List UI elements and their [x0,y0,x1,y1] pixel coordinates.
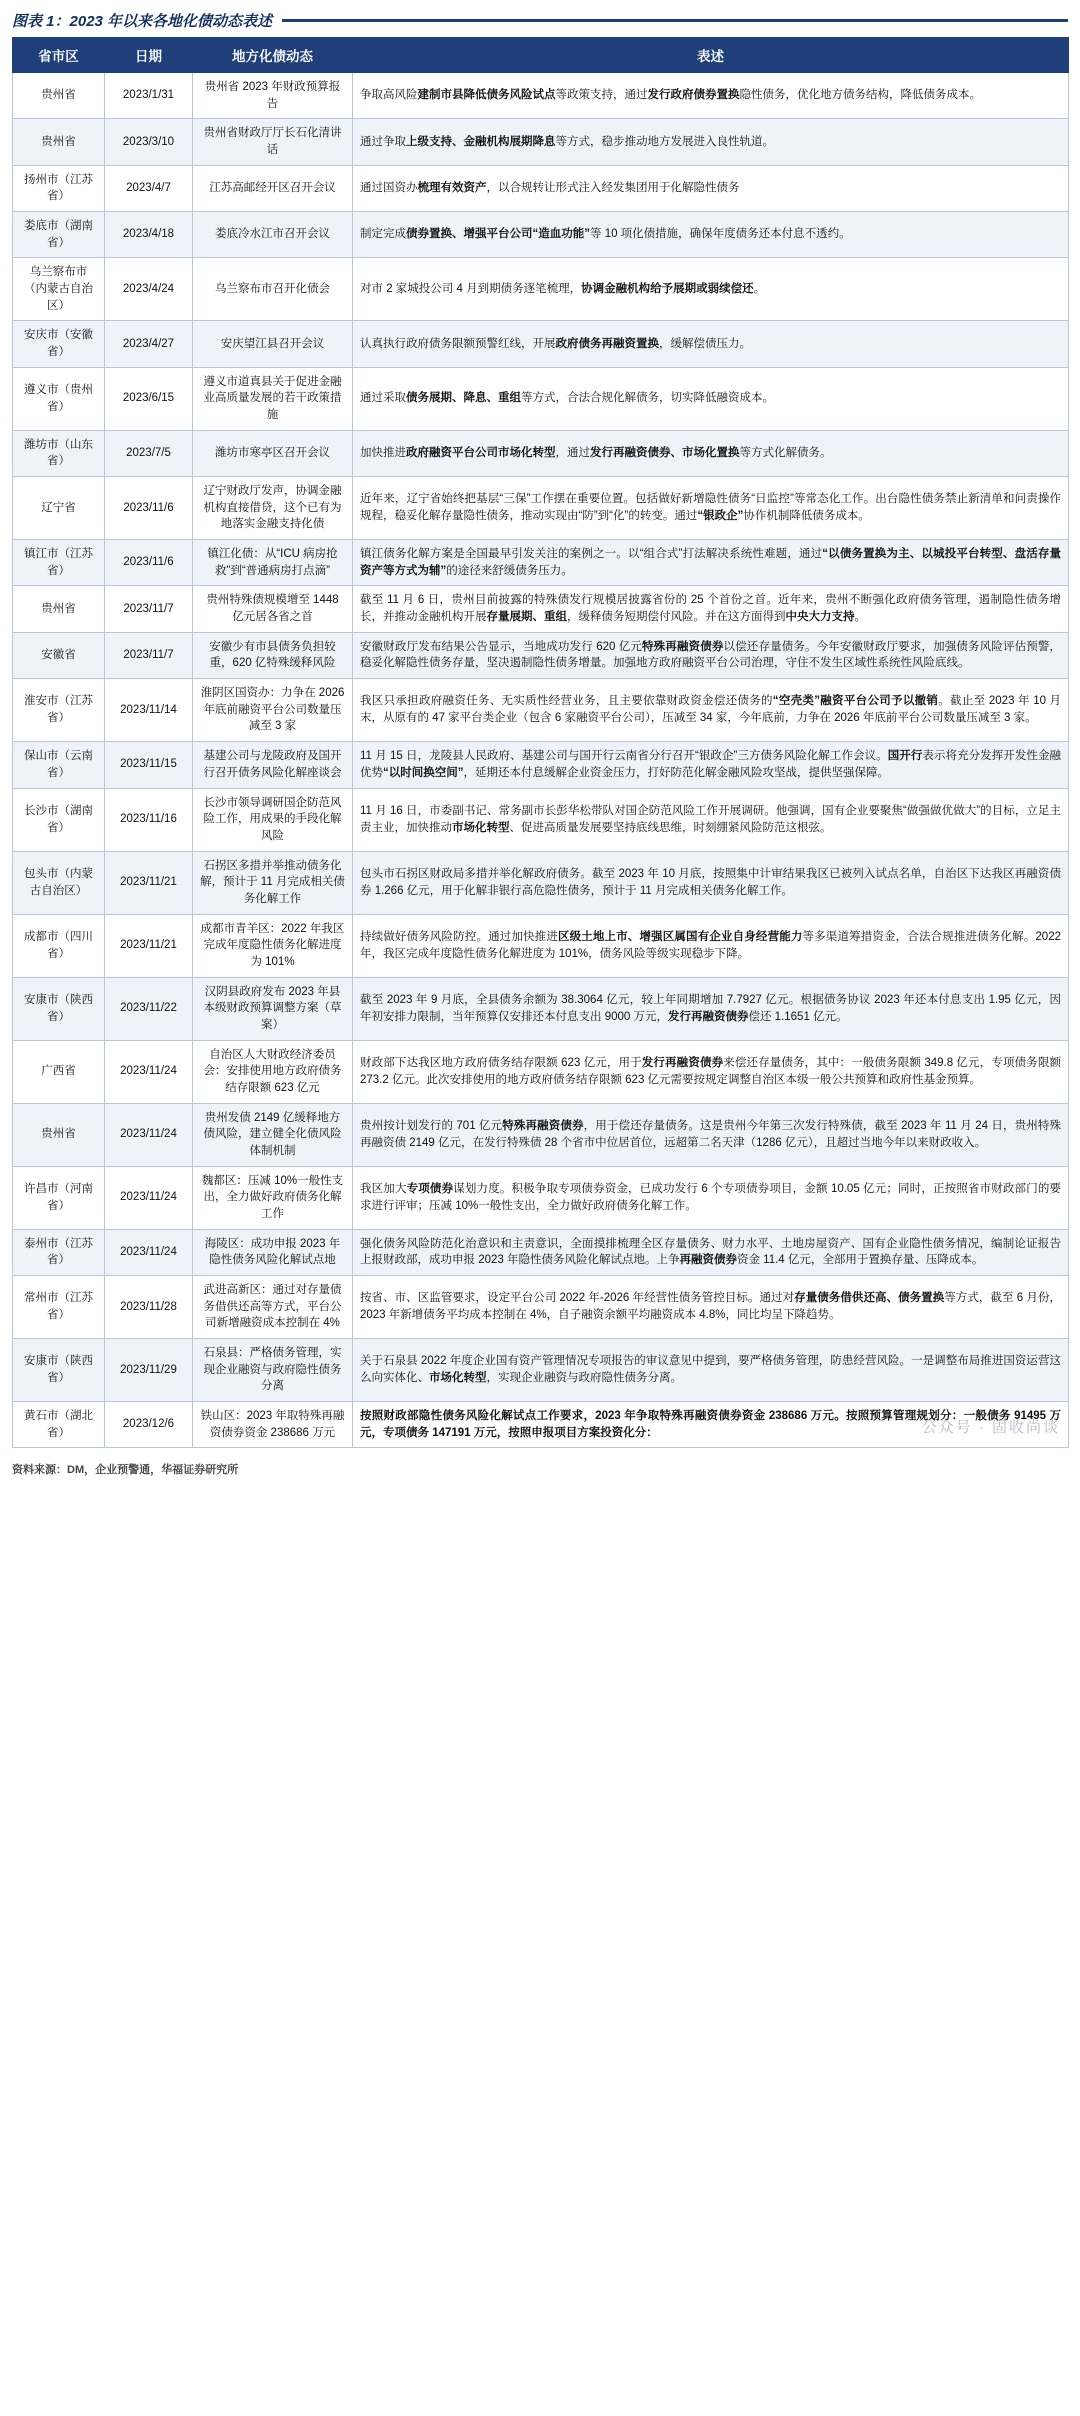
cell-province: 黄石市（湖北省） [13,1401,105,1447]
table-row [13,788,1069,851]
cell-province: 泰州市（江苏省） [13,1229,105,1275]
cell-province: 贵州省 [13,1103,105,1166]
source-text: 资料来源：DM，企业预警通，华福证券研究所 [12,1464,239,1477]
cell-province: 潍坊市（山东省） [13,430,105,476]
cell-date: 2023/11/24 [105,1229,193,1275]
cell-description: 通过采取债务展期、降息、重组等方式，合法合规化解债务，切实降低融资成本。 [353,367,1069,430]
cell-description: 我区加大专项债券谋划力度。积极争取专项债券资金，已成功发行 6 个专项债券项目，金额 10.05 亿元；同时，正按照省市财政部门的要求进行评审；压减 10%一般性支出，全力做好政府债务化解工作。 [353,1166,1069,1229]
cell-province: 镇江市（江苏省） [13,540,105,586]
cell-event: 江苏高邮经开区召开会议 [193,165,353,211]
cell-date: 2023/11/28 [105,1275,193,1338]
cell-province: 安庆市（安徽省） [13,321,105,367]
cell-event: 辽宁财政厅发声，协调金融机构直接借贷，这个已有为地落实金融支持化债 [193,477,353,540]
cell-date: 2023/11/22 [105,977,193,1040]
cell-province: 保山市（云南省） [13,742,105,788]
cell-date: 2023/4/7 [105,165,193,211]
cell-description: 认真执行政府债务限额预警红线，开展政府债务再融资置换，缓解偿债压力。 [353,321,1069,367]
cell-province: 安康市（陕西省） [13,977,105,1040]
figure-title [12,10,1068,31]
cell-event: 淮阴区国资办：力争在 2026 年底前融资平台公司数量压减至 3 家 [193,679,353,742]
header-province: 省市区 [13,38,105,73]
cell-province: 淮安市（江苏省） [13,679,105,742]
cell-province: 长沙市（湖南省） [13,788,105,851]
cell-province: 遵义市（贵州省） [13,367,105,430]
cell-event: 遵义市道真县关于促进金融业高质量发展的若干政策措施 [193,367,353,430]
cell-event: 石泉县：严格债务管理，实现企业融资与政府隐性债务分离 [193,1338,353,1401]
cell-date: 2023/11/24 [105,1040,193,1103]
cell-description: 对市 2 家城投公司 4 月到期债务逐笔梳理，协调金融机构给予展期或弱续偿还。 [353,258,1069,321]
cell-date: 2023/3/10 [105,119,193,165]
cell-description: 安徽财政厅发布结果公告显示，当地成功发行 620 亿元特殊再融资债券以偿还存量债务。今年安徽财政厅要求，加强债务风险评估预警，稳妥化解隐性债务存量，坚决遏制隐性债务增量。加强地方政府融资平台公司治理，守住不发生区域性系统性风险底线。 [353,632,1069,678]
cell-description: 通过争取上级支持、金融机构展期降息等方式，稳步推动地方发展进入良性轨道。 [353,119,1069,165]
table-row [13,977,1069,1040]
cell-date: 2023/4/24 [105,258,193,321]
cell-date: 2023/6/15 [105,367,193,430]
cell-province: 安康市（陕西省） [13,1338,105,1401]
header-description: 表述 [353,38,1069,73]
cell-description: 通过国资办梳理有效资产，以合规转让形式注入经发集团用于化解隐性债务 [353,165,1069,211]
cell-description: 11 月 15 日，龙陵县人民政府、基建公司与国开行云南省分行召开“银政企”三方债务风险化解工作会议。国开行表示将充分发挥开发性金融优势“以时间换空间”，延期还本付息缓解企业资金压力，打好防范化解金融风险攻坚战，提供坚强保障。 [353,742,1069,788]
cell-event: 贵州发债 2149 亿缓释地方债风险，建立健全化债风险体制机制 [193,1103,353,1166]
cell-event: 自治区人大财政经济委员会：安排使用地方政府债务结存限额 623 亿元 [193,1040,353,1103]
cell-province: 贵州省 [13,119,105,165]
cell-date: 2023/4/18 [105,212,193,258]
table-row [13,367,1069,430]
cell-province: 辽宁省 [13,477,105,540]
table-row [13,73,1069,119]
cell-event: 成都市青羊区：2022 年我区完成年度隐性债务化解进度为 101% [193,914,353,977]
table-row [13,540,1069,586]
table-row [13,430,1069,476]
cell-event: 汉阴县政府发布 2023 年县本级财政预算调整方案（草案） [193,977,353,1040]
figure-title-text: 图表 1：2023 年以来各地化债动态表述 [12,13,273,30]
cell-date: 2023/7/5 [105,430,193,476]
cell-description: 按省、市、区监管要求，设定平台公司 2022 年-2026 年经营性债务管控目标。通过对存量债务借供还高、债务置换等方式，截至 6 月份，2023 年新增债务平均成本控制在 4%，自子融资余额平均融资成本 4.8%，同比均呈下降趋势。 [353,1275,1069,1338]
cell-province: 扬州市（江苏省） [13,165,105,211]
cell-province: 成都市（四川省） [13,914,105,977]
cell-event: 魏都区：压减 10%一般性支出，全力做好政府债务化解工作 [193,1166,353,1229]
cell-event: 潍坊市寒亭区召开会议 [193,430,353,476]
cell-date: 2023/4/27 [105,321,193,367]
cell-description: 强化债务风险防范化治意识和主责意识，全面摸排梳理全区存量债务、财力水平、土地房屋资产、国有企业隐性债务情况，编制论证报告上报财政部，成功申报 2023 年隐性债务风险化解试点地。上争再融资债券资金 11.4 亿元，全部用于置换存量、压降成本。 [353,1229,1069,1275]
cell-date: 2023/11/24 [105,1103,193,1166]
table-row [13,1275,1069,1338]
cell-event: 娄底冷水江市召开会议 [193,212,353,258]
cell-province: 贵州省 [13,73,105,119]
table-row [13,212,1069,258]
cell-date: 2023/11/21 [105,914,193,977]
figure-page [0,10,1080,1477]
cell-event: 乌兰察布市召开化债会 [193,258,353,321]
cell-event: 铁山区：2023 年取特殊再融资债券资金 238686 万元 [193,1401,353,1447]
table-body [13,73,1069,1448]
table-row [13,321,1069,367]
watermark: 公众号 · 固收尚谈 [921,1419,1060,1437]
table-row [13,586,1069,632]
table-row [13,258,1069,321]
cell-description: 按照财政部隐性债务风险化解试点工作要求，2023 年争取特殊再融资债券资金 238686 万元。按照预算管理规划分：一般债务 91495 万元，专项债务 147191 万元，按照申报项目方案投资化分： [353,1401,1069,1447]
cell-date: 2023/11/24 [105,1166,193,1229]
cell-province: 包头市（内蒙古自治区） [13,851,105,914]
cell-date: 2023/12/6 [105,1401,193,1447]
cell-event: 武进高新区：通过对存量债务借供还高等方式，平台公司新增融资成本控制在 4% [193,1275,353,1338]
cell-province: 广西省 [13,1040,105,1103]
table-row [13,679,1069,742]
table-row [13,914,1069,977]
cell-description: 争取高风险建制市县降低债务风险试点等政策支持，通过发行政府债券置换隐性债务，优化地方债务结构，降低债务成本。 [353,73,1069,119]
cell-description: 近年来，辽宁省始终把基层“三保”工作摆在重要位置。包括做好新增隐性债务“日监控”等常态化工作。出台隐性债务禁止新清单和问责操作规程，稳妥化解存量隐性债务，推动实现由“防”到“化”的转变。通过“银政企”协作机制降低债务成本。 [353,477,1069,540]
cell-description: 截至 11 月 6 日，贵州目前披露的特殊债发行规模居披露省份的 25 个首份之首。近年来，贵州不断强化政府债务管理，遏制隐性债务增长，并推动金融机构开展存量展期、重组，缓释债务短期偿付风险。并在这方面得到中央大力支持。 [353,586,1069,632]
cell-date: 2023/11/16 [105,788,193,851]
header-event: 地方化债动态 [193,38,353,73]
cell-province: 常州市（江苏省） [13,1275,105,1338]
table-row [13,477,1069,540]
debt-resolution-table [12,37,1069,1448]
table-row [13,1040,1069,1103]
cell-description: 贵州按计划发行的 701 亿元特殊再融资债券，用于偿还存量债务。这是贵州今年第三次发行特殊债，截至 2023 年 11 月 24 日，贵州特殊再融资债 2149 亿元，在发行特殊债 28 个省市中位居首位，远超第二名天津（1286 亿元），且超过当地今年以来财政收入。 [353,1103,1069,1166]
title-rule [282,19,1068,22]
table-row [13,1229,1069,1275]
cell-event: 贵州省财政厅厅长石化清讲话 [193,119,353,165]
cell-description: 财政部下达我区地方政府债务结存限额 623 亿元，用于发行再融资债券来偿还存量债务，其中：一般债务限额 349.8 亿元，专项债务限额 273.2 亿元。此次安排使用的地方政府债务结存限额 623 亿元需要按规定调整自治区本级一般公共预算和政府性基金预算。 [353,1040,1069,1103]
cell-date: 2023/11/7 [105,632,193,678]
cell-date: 2023/11/29 [105,1338,193,1401]
table-row [13,1401,1069,1447]
cell-province: 贵州省 [13,586,105,632]
cell-date: 2023/11/15 [105,742,193,788]
table-row [13,119,1069,165]
cell-date: 2023/11/7 [105,586,193,632]
cell-date: 2023/11/14 [105,679,193,742]
cell-description: 我区只承担政府融资任务、无实质性经营业务，且主要依靠财政资金偿还债务的“空壳类”融资平台公司予以撤销。截止至 2023 年 10 月末，从原有的 47 家平台类企业（包含 6 家融资平台公司），压减至 34 家，今年底前，力争在 2026 年底前平台公司数量压减至 3 家。 [353,679,1069,742]
cell-event: 安徽少有市县债务负担较重，620 亿特殊缓释风险 [193,632,353,678]
cell-date: 2023/11/6 [105,477,193,540]
cell-description: 截至 2023 年 9 月底，全县债务余额为 38.3064 亿元，较上年同期增加 7.7927 亿元。根据债务协议 2023 年还本付息支出 1.95 亿元，因年初安排力限制，当年预算仅安排还本付息支出 9000 万元，发行再融资债券偿还 1.1651 亿元。 [353,977,1069,1040]
cell-date: 2023/1/31 [105,73,193,119]
cell-description: 11 月 16 日，市委副书记、常务副市长彭华松带队对国企防范风险工作开展调研。他强调，国有企业要聚焦“做强做优做大”的目标，立足主责主业，加快推动市场化转型、促进高质量发展要坚持底线思维，时刻绷紧风险防范这根弦。 [353,788,1069,851]
table-row [13,1338,1069,1401]
table-row [13,742,1069,788]
cell-province: 娄底市（湖南省） [13,212,105,258]
table-header-row [13,38,1069,73]
table-row [13,1166,1069,1229]
cell-description: 关于石泉县 2022 年度企业国有资产管理情况专项报告的审议意见中提到，要严格债务管理，防患经营风险。一是调整布局推进国资运营这么向实体化、市场化转型，实现企业融资与政府隐性债务分离。 [353,1338,1069,1401]
cell-province: 安徽省 [13,632,105,678]
cell-event: 长沙市领导调研国企防范风险工作，用成果的手段化解风险 [193,788,353,851]
cell-date: 2023/11/6 [105,540,193,586]
cell-province: 许昌市（河南省） [13,1166,105,1229]
cell-event: 镇江化债：从“ICU 病房抢救”到“普通病房打点滴” [193,540,353,586]
cell-description: 制定完成债券置换、增强平台公司“造血功能”等 10 项化债措施，确保年度债务还本付息不透约。 [353,212,1069,258]
table-row [13,165,1069,211]
cell-date: 2023/11/21 [105,851,193,914]
cell-event: 安庆望江县召开会议 [193,321,353,367]
table-row [13,851,1069,914]
cell-description: 持续做好债务风险防控。通过加快推进区级土地上市、增强区属国有企业自身经营能力等多渠道筹措资金，合法合规推进债务化解。2022 年，我区完成年度隐性债务化解进度为 101%，债务风险等级实现稳步下降。 [353,914,1069,977]
cell-event: 海陵区：成功申报 2023 年隐性债务风险化解试点地 [193,1229,353,1275]
table-row [13,1103,1069,1166]
cell-description: 包头市石拐区财政局多措并举化解政府债务。截至 2023 年 10 月底，按照集中计审结果我区已被列入试点名单，自治区下达我区再融资债券 1.266 亿元，用于化解非银行高危隐性债务，预计于 11 月完成相关债务化解工作。 [353,851,1069,914]
cell-event: 贵州省 2023 年财政预算报告 [193,73,353,119]
cell-description: 镇江债务化解方案是全国最早引发关注的案例之一。以“组合式”打法解决系统性难题，通过“以债务置换为主、以城投平台转型、盘活存量资产等方式为辅”的途径来舒缓债务压力。 [353,540,1069,586]
cell-event: 贵州特殊债规模增至 1448 亿元居各省之首 [193,586,353,632]
header-date: 日期 [105,38,193,73]
cell-event: 石拐区多措并举推动债务化解，预计于 11 月完成相关债务化解工作 [193,851,353,914]
cell-province: 乌兰察布市（内蒙古自治区） [13,258,105,321]
cell-event: 基建公司与龙陵政府及国开行召开债务风险化解座谈会 [193,742,353,788]
table-row [13,632,1069,678]
cell-description: 加快推进政府融资平台公司市场化转型，通过发行再融资债券、市场化置换等方式化解债务。 [353,430,1069,476]
